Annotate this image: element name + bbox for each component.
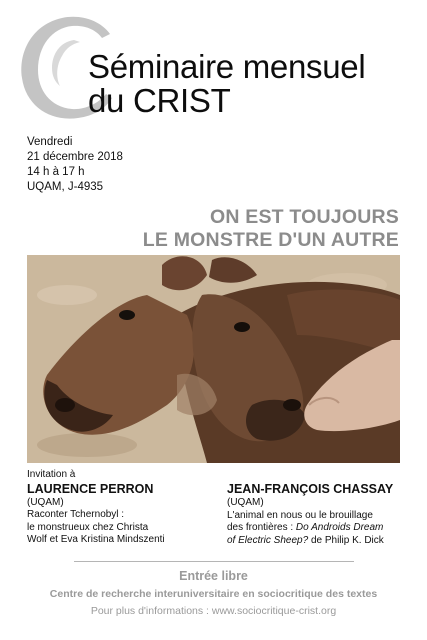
footer-divider: [74, 561, 354, 562]
event-location: UQAM, J-4935: [27, 181, 104, 193]
book-title: of Electric Sheep?: [227, 534, 309, 546]
speaker-name: JEAN-FRANÇOIS CHASSAY: [227, 482, 394, 496]
research-center-name: Centre de recherche interuniversitaire en sociocritique des textes: [49, 588, 378, 600]
talk-line: [227, 522, 393, 535]
seminar-title-line1: Séminaire mensuel: [88, 48, 366, 85]
event-details: [27, 135, 123, 195]
talk-line: L'animal en nous ou le brouillage: [227, 509, 373, 521]
talk-line-text: de Philip K. Dick: [308, 534, 384, 546]
event-day: Vendredi: [27, 136, 73, 148]
talk-line: Raconter Tchernobyl :: [27, 509, 125, 520]
speaker-name: LAURENCE PERRON: [27, 481, 154, 496]
speaker-affiliation: (UQAM): [227, 497, 264, 508]
speaker-chassay: [227, 482, 393, 547]
entry-free: Entrée libre: [179, 569, 248, 583]
event-time: 14 h à 17 h: [27, 166, 85, 178]
talk-line-text: des frontières :: [227, 522, 296, 533]
event-date: 21 décembre 2018: [27, 151, 123, 163]
calf-illustration: [27, 255, 400, 463]
more-info-link: Pour plus d'informations : www.sociocritique-crist.org: [90, 605, 337, 617]
calf-photo: [27, 255, 400, 463]
seminar-title: [88, 50, 365, 118]
talk-line: [227, 535, 393, 548]
talk-line: le monstrueux chez Christa: [27, 521, 149, 533]
talk-title-line1: ON EST TOUJOURS: [209, 206, 399, 228]
speaker-invitation: Invitation à: [27, 469, 76, 480]
speaker-affiliation: (UQAM): [27, 496, 64, 508]
talk-line: Wolf et Eva Kristina Mindszenti: [27, 534, 165, 545]
speaker-perron: [27, 469, 165, 547]
book-title: Do Androids Dream: [295, 522, 384, 533]
talk-title: [143, 206, 399, 252]
seminar-title-line2: du CRIST: [88, 82, 231, 119]
talk-title-line2: LE MONSTRE D'UN AUTRE: [142, 229, 399, 251]
